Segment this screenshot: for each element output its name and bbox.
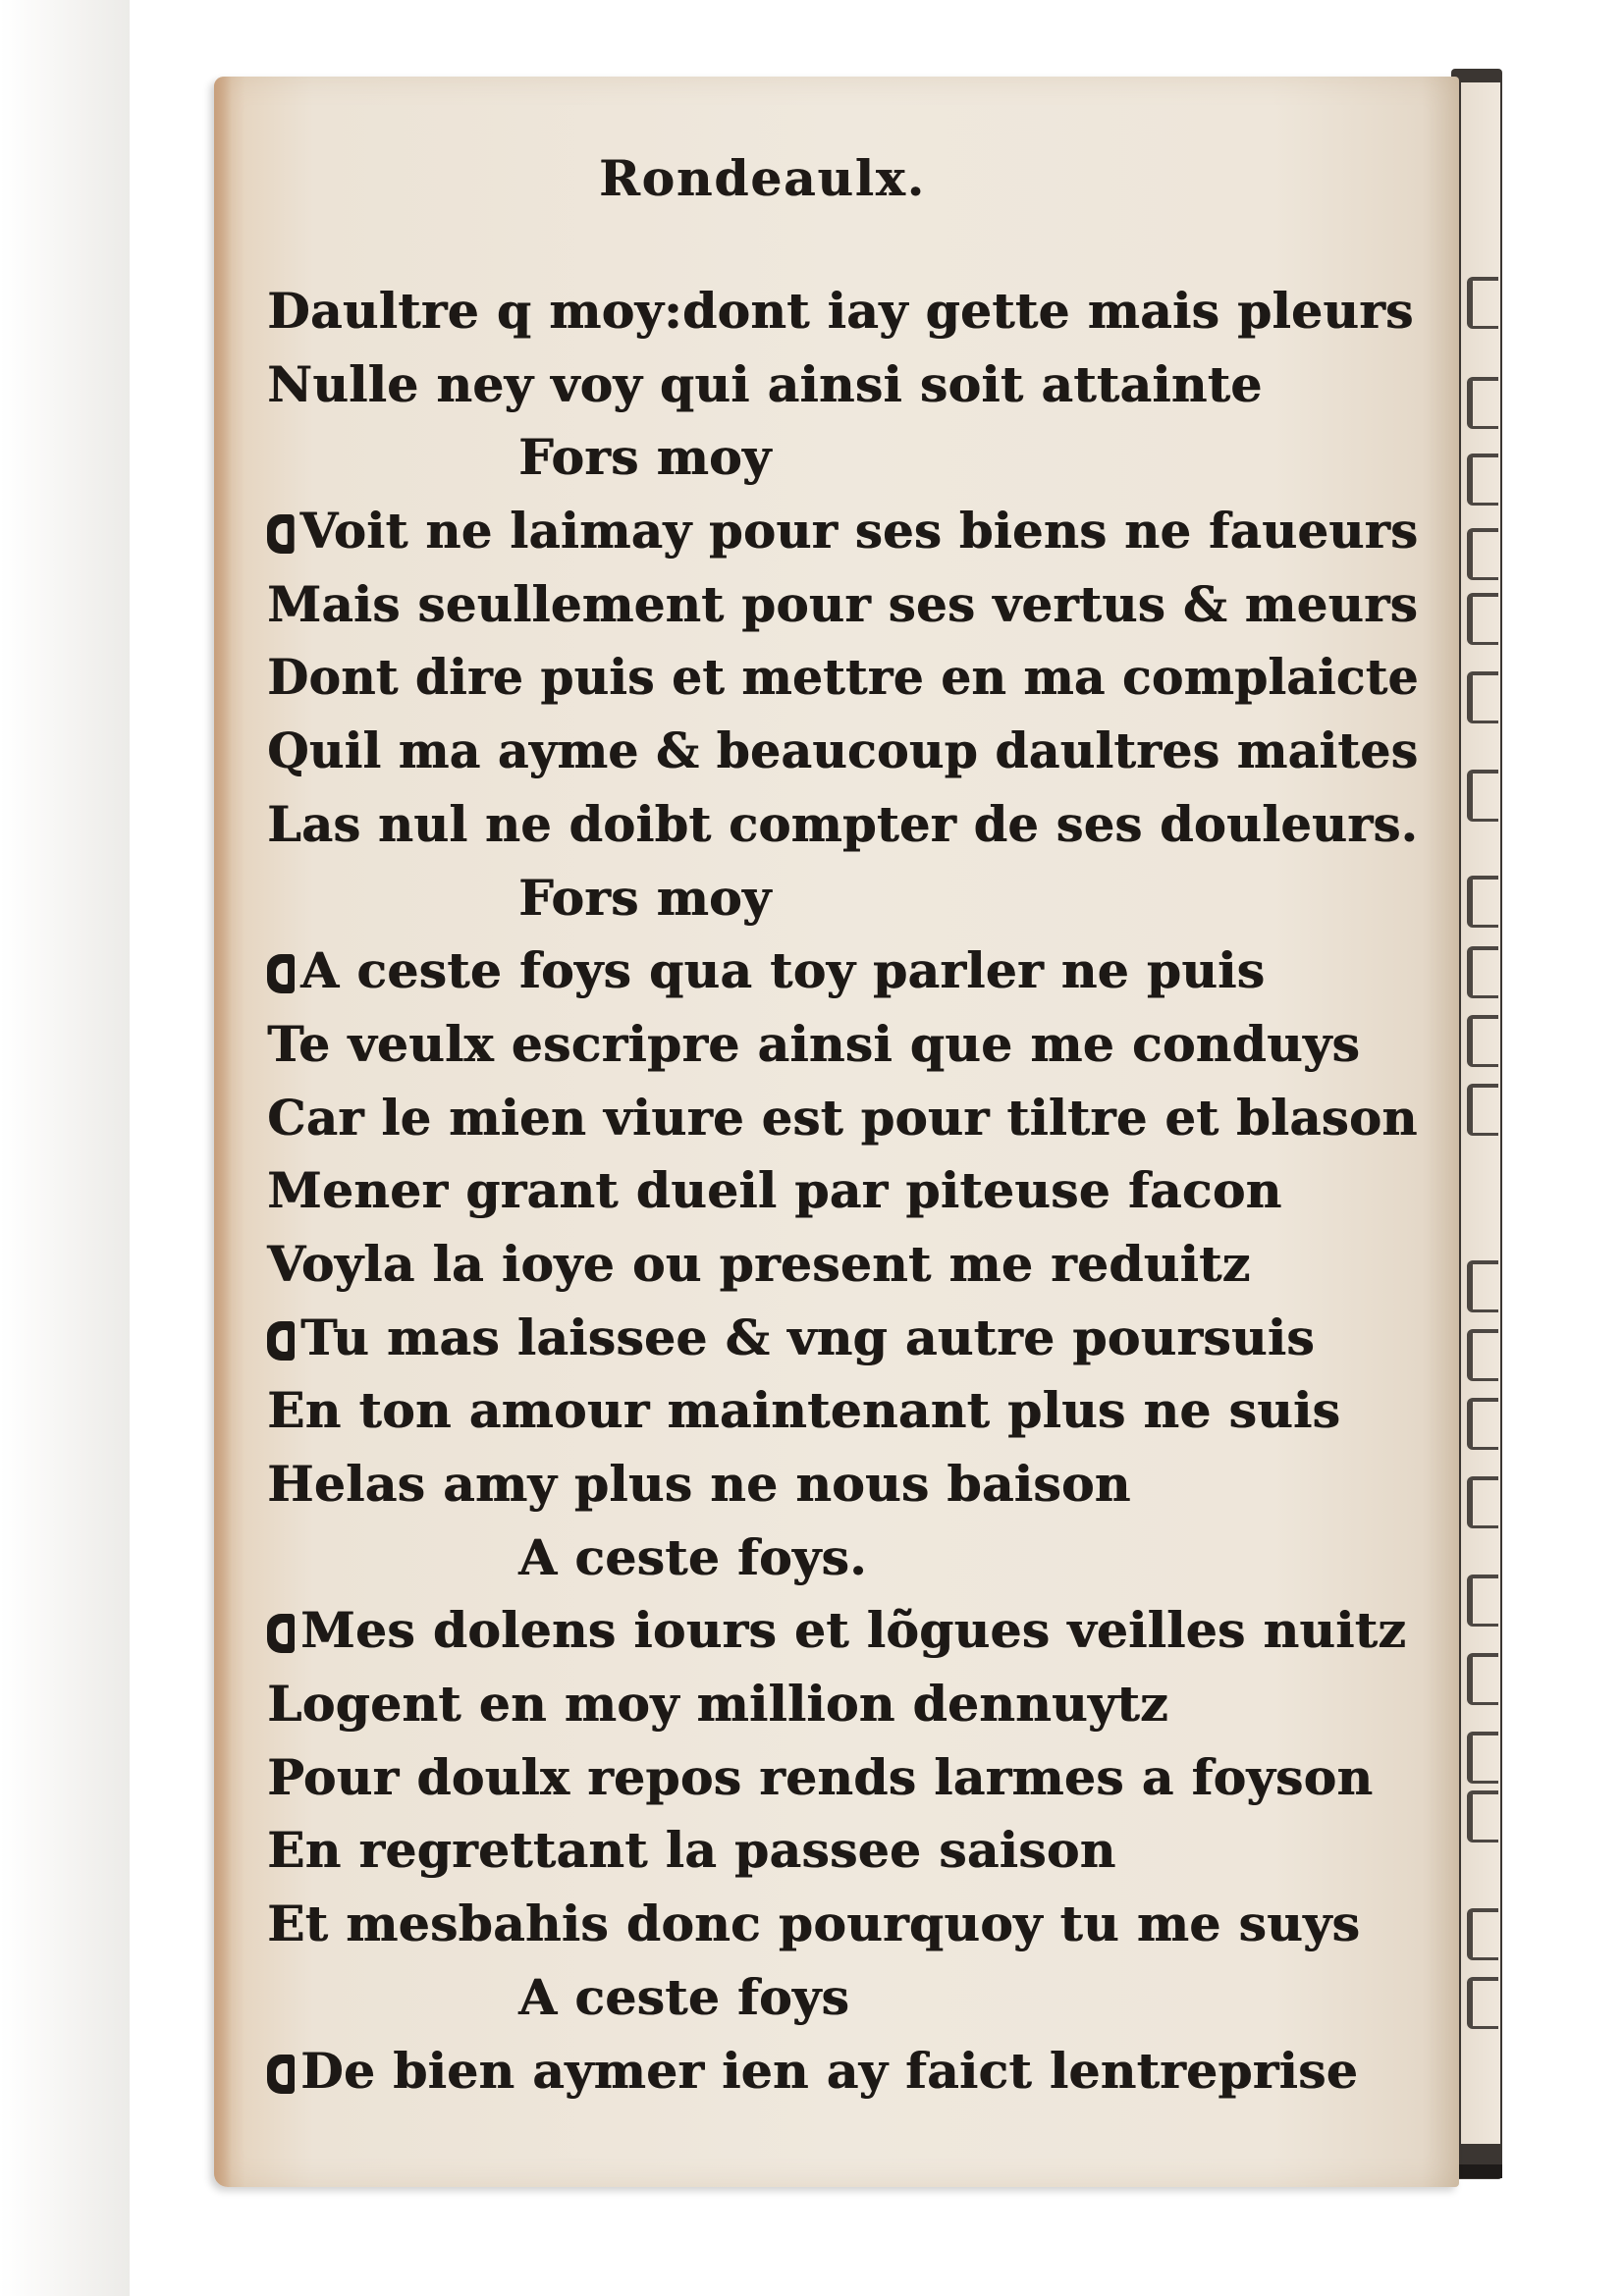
facing-page-initial xyxy=(1467,1329,1498,1381)
verse-line-text: Mais seullement pour ses vertus & meurs xyxy=(267,574,1418,633)
verse-line-text: De bien aymer ien ay faict lentreprise xyxy=(300,2041,1358,2100)
facing-page-initial xyxy=(1467,876,1498,928)
verse-line xyxy=(267,348,1445,422)
verse-line-text: Logent en moy million dennuytz xyxy=(267,1675,1168,1734)
facing-page-initial xyxy=(1467,1015,1498,1067)
verse-line-text: Las nul ne doibt compter de ses douleurs. xyxy=(267,794,1419,853)
verse-line xyxy=(267,1888,1445,1961)
facing-page-initial xyxy=(1467,1732,1498,1784)
verse-line xyxy=(267,1008,1445,1082)
facing-page-initial xyxy=(1467,946,1498,998)
facing-page-initial xyxy=(1467,1908,1498,1960)
verse-line-text: Te veulx escripre ainsi que me conduys xyxy=(267,1014,1360,1073)
verse-line xyxy=(267,1594,1445,1668)
verse-line-text: A ceste foys qua toy parler ne puis xyxy=(300,941,1266,1000)
refrain-line xyxy=(267,862,1445,935)
verse-line-text: Nulle ney voy qui ainsi soit attainte xyxy=(267,354,1263,413)
facing-page-initial xyxy=(1467,528,1498,580)
verse-line-text: Tu mas laissee & vng autre poursuis xyxy=(300,1308,1315,1366)
verse-line xyxy=(267,2035,1445,2109)
pilcrow-icon xyxy=(267,514,295,554)
verse-line-text: Et mesbahis donc pourquoy tu me suys xyxy=(267,1895,1361,1953)
refrain-line xyxy=(267,1961,1445,2035)
facing-page-initial xyxy=(1467,1977,1498,2029)
verse-line xyxy=(267,568,1434,642)
verse-line-text: Car le mien viure est pour tiltre et blason xyxy=(267,1088,1418,1147)
facing-page-initial xyxy=(1467,671,1498,723)
verse-line-text: Mener grant dueil par piteuse facon xyxy=(267,1161,1282,1220)
facing-page-initial xyxy=(1467,1476,1498,1528)
facing-page-initial xyxy=(1467,1575,1498,1627)
page-title: Rondeaulx. xyxy=(599,149,926,207)
verse-line xyxy=(267,715,1419,788)
verse-line-text: A ceste foys. xyxy=(518,1527,867,1586)
scan-margin-left xyxy=(0,0,130,2296)
verse-line xyxy=(267,1082,1429,1155)
verse-line xyxy=(267,1228,1445,1302)
facing-page-initial xyxy=(1467,1260,1498,1312)
verse-line-text: Dont dire puis et mettre en ma complaicte xyxy=(267,648,1419,707)
verse-line-text: Fors moy xyxy=(518,868,772,927)
verse-line xyxy=(267,788,1423,862)
pilcrow-icon xyxy=(267,1614,295,1653)
pilcrow-icon xyxy=(267,1321,295,1361)
verse-line xyxy=(267,1814,1445,1888)
facing-page-initial xyxy=(1467,1084,1498,1136)
verse-line xyxy=(267,1741,1445,1815)
verse-line-text: Daultre q moy:dont iay gette mais pleurs xyxy=(267,282,1414,340)
verse-line xyxy=(267,1668,1445,1741)
pilcrow-icon xyxy=(267,954,295,993)
facing-page-initial xyxy=(1467,454,1498,506)
verse-line-text: Pour doulx repos rends larmes a foyson xyxy=(267,1747,1374,1806)
facing-page-initial xyxy=(1467,1790,1498,1842)
verse-line xyxy=(267,934,1445,1008)
verse-line xyxy=(267,1448,1445,1522)
verse-line-text: A ceste foys xyxy=(518,1967,849,2026)
verse-line xyxy=(267,275,1445,348)
facing-page-initial xyxy=(1467,1398,1498,1450)
facing-page-initial xyxy=(1467,593,1498,645)
verse-line xyxy=(267,1302,1445,1375)
verse-line-text: Helas amy plus ne nous baison xyxy=(267,1455,1131,1513)
verse-line-text: En regrettant la passee saison xyxy=(267,1821,1116,1880)
verse-lines xyxy=(267,275,1445,2108)
verse-line xyxy=(267,1374,1445,1448)
facing-page-initial xyxy=(1467,377,1498,429)
verse-line-text: En ton amour maintenant plus ne suis xyxy=(267,1381,1341,1440)
verse-line-text: Fors moy xyxy=(518,428,772,487)
verse-line xyxy=(267,641,1419,715)
facing-page-edge xyxy=(1461,82,1500,2144)
verse-line xyxy=(267,1154,1445,1228)
verse-line-text: Voyla la ioye ou present me reduitz xyxy=(267,1234,1251,1293)
pilcrow-icon xyxy=(267,2055,295,2094)
verse-line-text: Voit ne laimay pour ses biens ne faueurs xyxy=(299,502,1419,561)
facing-page-initial xyxy=(1467,1653,1498,1705)
facing-page-initial xyxy=(1467,277,1498,329)
verse-line-text: Mes dolens iours et lõgues veilles nuitz xyxy=(300,1601,1407,1660)
facing-page-initial xyxy=(1467,770,1498,822)
refrain-line xyxy=(267,421,1445,495)
scan-margin-right xyxy=(1500,0,1624,2296)
verse-line xyxy=(267,495,1429,568)
verse-line-text: Quil ma ayme & beaucoup daultres maites xyxy=(267,721,1419,780)
refrain-line xyxy=(267,1522,1445,1595)
